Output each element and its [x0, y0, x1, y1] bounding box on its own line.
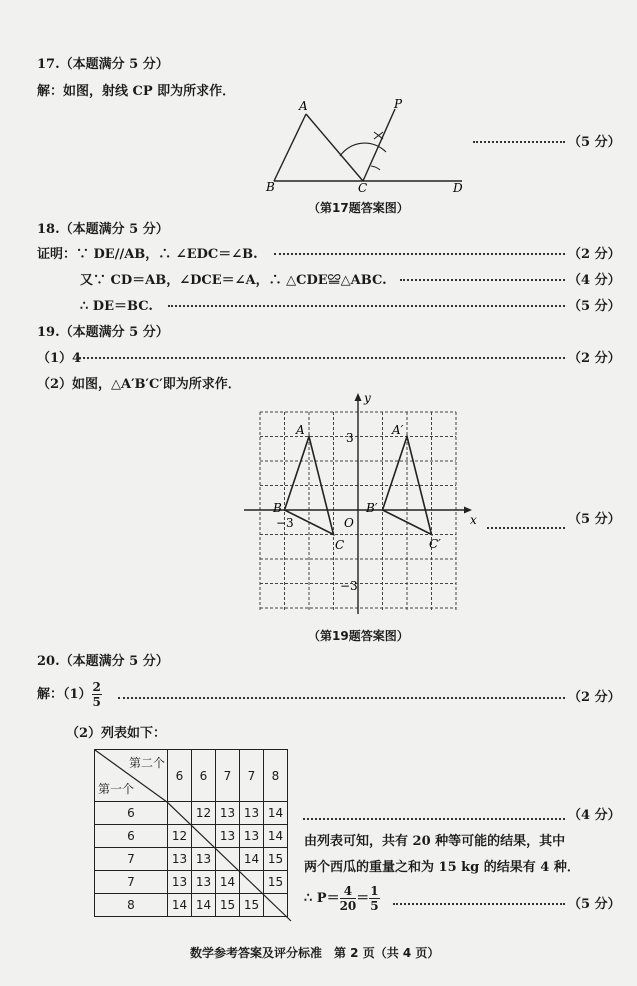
- q19-caption: （第19题答案图）: [308, 629, 409, 643]
- q19-leader-dots-1: [76, 357, 565, 359]
- q19-coordinate-grid: [240, 392, 490, 617]
- q18-header: 18.（本题满分 5 分）: [37, 222, 169, 237]
- page-footer: 数学参考答案及评分标准 第 2 页（共 4 页）: [190, 946, 440, 960]
- q19-point-a: A: [296, 423, 305, 437]
- q17-leader-dots: [473, 141, 565, 143]
- table-cell: 14: [168, 894, 192, 917]
- table-cell: 12: [192, 802, 216, 825]
- table-cell: 13: [216, 802, 240, 825]
- table-cell: 15: [240, 894, 264, 917]
- table-cell: 14: [264, 825, 288, 848]
- q18-leader-dots-1: [274, 253, 565, 255]
- q19-part1: （1）4: [37, 351, 82, 366]
- q20-final-numerator-1: 4: [340, 884, 357, 899]
- q18-line-2: 又∵ CD＝AB，∠DCE＝∠A，∴ △CDE≌△ABC.: [80, 273, 387, 288]
- q20-part1: [37, 680, 102, 709]
- q20-part1-score: （2 分）: [568, 690, 621, 705]
- q20-final-score: （5 分）: [568, 897, 621, 912]
- q20-text-2: 两个西瓜的重量之和为 15 kg 的结果有 4 种．: [304, 860, 580, 875]
- q20-part1-numerator: 2: [92, 680, 101, 694]
- q19-tick-y-3: 3: [346, 431, 354, 445]
- q20-final-expression: [304, 884, 380, 913]
- q18-line-1: 证明：∵ DE//AB，∴ ∠EDC＝∠B.: [37, 247, 258, 262]
- q19-header: 19.（本题满分 5 分）: [37, 325, 169, 340]
- q20-final-denominator-1: 20: [339, 899, 357, 913]
- table-cell: 13: [216, 825, 240, 848]
- q19-point-b-prime: B′: [366, 501, 378, 515]
- q17-label-b: B: [266, 180, 275, 194]
- table-col-header: 7: [216, 750, 240, 802]
- q19-tick-x-neg3: −3: [276, 516, 294, 530]
- table-cell: 15: [216, 894, 240, 917]
- q18-score-3: （5 分）: [568, 299, 621, 314]
- q18-line-3: ∴ DE＝BC.: [80, 299, 153, 314]
- q19-point-b: B: [273, 501, 282, 515]
- q17-answer: 解：如图，射线 CP 即为所求作．: [37, 84, 236, 99]
- table-row-label: 8: [95, 894, 168, 917]
- table-cell: 13: [240, 802, 264, 825]
- table-row-label: 6: [95, 802, 168, 825]
- table-cell: 13: [192, 871, 216, 894]
- q17-header: 17.（本题满分 5 分）: [37, 57, 169, 72]
- q20-final-numerator-2: 1: [370, 884, 379, 898]
- q19-part1-score: （2 分）: [568, 351, 621, 366]
- table-head-top: 第二个: [128, 756, 165, 770]
- table-cell: 13: [168, 848, 192, 871]
- q19-point-a-prime: A′: [392, 423, 404, 437]
- table-cell: 14: [216, 871, 240, 894]
- q17-label-c: C: [358, 181, 368, 195]
- table-cell: 14: [240, 848, 264, 871]
- table-cell: 13: [240, 825, 264, 848]
- table-cell: 15: [264, 871, 288, 894]
- table-row-label: 7: [95, 848, 168, 871]
- q19-part2-score: （5 分）: [568, 512, 621, 527]
- q17-label-p: P: [394, 97, 403, 111]
- q20-part1-prefix: 解：（1）: [37, 687, 92, 702]
- table-cell: 14: [264, 802, 288, 825]
- q19-axis-y-label: y: [364, 392, 371, 405]
- q17-caption: （第17题答案图）: [308, 201, 409, 215]
- q18-leader-dots-3: [168, 305, 565, 307]
- table-col-header: 7: [240, 750, 264, 802]
- table-col-header: 8: [264, 750, 288, 802]
- q20-final-denominator-2: 5: [370, 899, 379, 913]
- q20-part1-fraction: [92, 680, 102, 709]
- q19-tick-y-neg3: −3: [340, 579, 358, 593]
- q19-point-c: C: [335, 538, 345, 552]
- q20-final-prefix: ∴ P＝: [304, 891, 340, 906]
- q20-leader-dots-1: [118, 697, 565, 699]
- q20-final-equals: ＝: [356, 891, 370, 906]
- q19-leader-dots-2: [487, 527, 565, 529]
- q19-axis-x-label: x: [470, 513, 477, 527]
- q17-figure: [262, 96, 472, 196]
- table-cell: 12: [168, 825, 192, 848]
- table-head-left: 第一个: [98, 782, 135, 796]
- q18-leader-dots-2: [400, 279, 565, 281]
- table-row-label: 6: [95, 825, 168, 848]
- table-row-label: 7: [95, 871, 168, 894]
- q20-header: 20.（本题满分 5 分）: [37, 654, 169, 669]
- q20-part1-denominator: 5: [92, 695, 101, 709]
- q20-part2: （2）列表如下：: [66, 726, 167, 741]
- q20-table-score: （4 分）: [568, 808, 621, 823]
- q20-text-1: 由列表可知，共有 20 种等可能的结果，其中: [304, 834, 566, 849]
- table-diagonal-line: [166, 801, 293, 926]
- q19-origin-label: O: [344, 516, 354, 530]
- q20-final-fraction-1: [340, 884, 357, 913]
- q18-score-2: （4 分）: [568, 273, 621, 288]
- q19-part2: （2）如图，△A′B′C′即为所求作．: [37, 377, 241, 392]
- table-cell: 15: [264, 848, 288, 871]
- table-col-header: 6: [192, 750, 216, 802]
- q17-label-d: D: [453, 181, 463, 195]
- table-col-header: 6: [168, 750, 192, 802]
- table-cell: 13: [192, 848, 216, 871]
- q20-leader-dots-2: [303, 818, 565, 820]
- q20-final-fraction-2: [369, 884, 379, 913]
- q19-point-c-prime: C′: [429, 537, 441, 551]
- q18-score-1: （2 分）: [568, 247, 621, 262]
- q20-leader-dots-3: [393, 903, 565, 905]
- table-cell: 13: [168, 871, 192, 894]
- q17-score: （5 分）: [568, 135, 621, 150]
- q17-label-a: A: [299, 99, 308, 113]
- table-corner-header: [95, 750, 168, 802]
- table-cell: 14: [192, 894, 216, 917]
